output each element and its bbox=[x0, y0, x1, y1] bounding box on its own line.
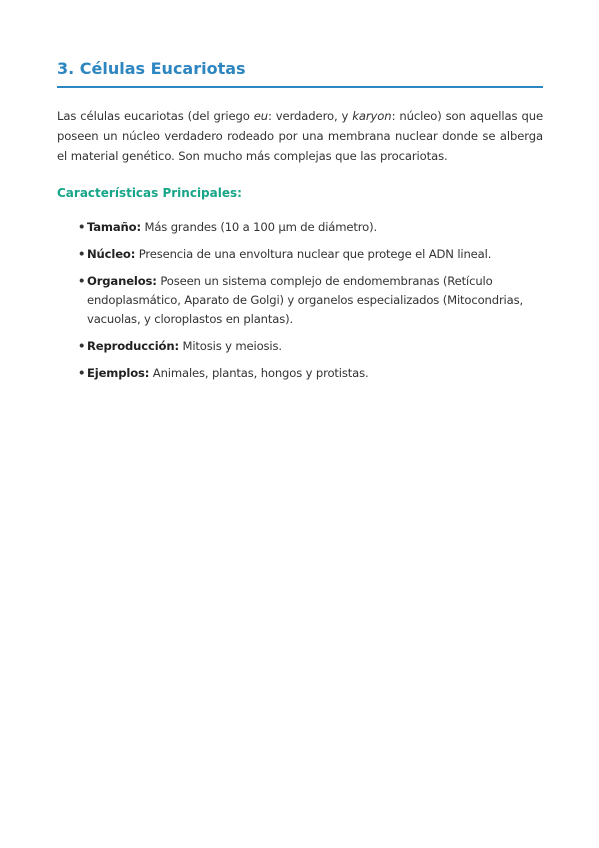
feature-item-size bbox=[78, 218, 543, 237]
intro-term-eu: eu bbox=[253, 109, 269, 123]
intro-text-part-3: : núcleo) son aquellas que poseen un núcleo verdadero rodeado por una membrana nuclear donde se alberga el material genético. Son mucho más complejas que las procariotas. bbox=[57, 109, 543, 163]
feature-item-reproduction bbox=[78, 337, 543, 356]
feature-term: Ejemplos: bbox=[87, 366, 150, 380]
intro-term-karyon: karyon bbox=[352, 109, 392, 123]
feature-item-examples bbox=[78, 364, 543, 383]
feature-item-nucleus bbox=[78, 245, 543, 264]
bullet-icon: • bbox=[78, 274, 86, 288]
feature-description: Más grandes (10 a 100 µm de diámetro). bbox=[140, 220, 377, 234]
feature-term: Reproducción: bbox=[87, 339, 179, 353]
features-list bbox=[57, 218, 543, 383]
feature-description: Poseen un sistema complejo de endomembranas (Retículo endoplasmático, Aparato de Golgi) y organelos especializados (Mitocondrias, vacuolas, y cloroplastos en plantas). bbox=[87, 274, 524, 326]
feature-description: Mitosis y meiosis. bbox=[178, 339, 282, 353]
feature-term: Tamaño: bbox=[87, 220, 141, 234]
bullet-icon: • bbox=[78, 220, 86, 234]
section-title: 3. Células Eucariotas bbox=[57, 58, 543, 88]
bullet-icon: • bbox=[78, 366, 86, 380]
intro-text-part-1: Las células eucariotas (del griego bbox=[57, 109, 254, 123]
feature-description: Presencia de una envoltura nuclear que protege el ADN lineal. bbox=[135, 247, 492, 261]
features-heading: Características Principales: bbox=[57, 186, 242, 200]
bullet-icon: • bbox=[78, 339, 86, 353]
feature-description: Animales, plantas, hongos y protistas. bbox=[149, 366, 369, 380]
bullet-icon: • bbox=[78, 247, 86, 261]
document-page bbox=[57, 58, 543, 391]
intro-text-part-2: : verdadero, y bbox=[268, 109, 353, 123]
feature-term: Organelos: bbox=[87, 274, 157, 288]
intro-paragraph bbox=[57, 106, 543, 166]
feature-item-organelles bbox=[78, 272, 543, 329]
feature-term: Núcleo: bbox=[87, 247, 136, 261]
